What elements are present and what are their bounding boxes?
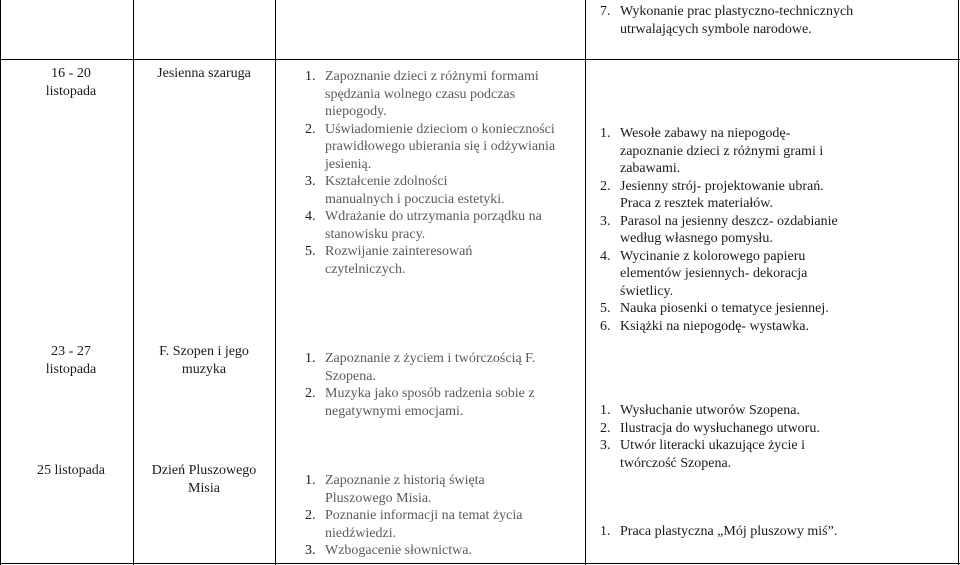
list-text: Wycinanie z kolorowego papieru elementów jesiennych- dekoracja świetlicy. [620, 248, 808, 299]
date-cell: 25 listopada [36, 463, 106, 478]
goals-list [305, 350, 567, 420]
column-divider-1 [133, 0, 134, 565]
list-number: 1. [600, 524, 611, 539]
list-item [305, 173, 565, 208]
list-item [600, 3, 860, 38]
list-text: Utwór literacki ukazujące życie i twórczość Szopena. [620, 438, 806, 471]
list-item [305, 507, 567, 542]
list-item [305, 121, 565, 174]
list-item [305, 385, 567, 420]
list-item [305, 542, 567, 560]
list-number: 1. [305, 351, 316, 366]
list-item [305, 208, 565, 243]
list-item [600, 213, 855, 248]
table-border-bottom [0, 563, 960, 564]
list-text: Praca plastyczna „Mój pluszowy miś”. [620, 524, 838, 539]
list-number: 2. [305, 386, 316, 401]
list-text: Zapoznanie z historią święta Pluszowego Misia. [325, 473, 485, 506]
list-number: 3. [305, 174, 316, 189]
topic-cell: Dzień Pluszowego Misia [151, 463, 257, 496]
list-text: Wykonanie prac plastyczno-technicznych utrwalających symbole narodowe. [620, 4, 854, 37]
list-item [305, 472, 567, 507]
list-text: Muzyka jako sposób radzenia sobie z negatywnymi emocjami. [325, 386, 535, 419]
list-number: 2. [600, 178, 611, 194]
list-number: 5. [600, 301, 611, 316]
list-item [600, 420, 855, 438]
list-text: Wzbogacenie słownictwa. [325, 543, 472, 558]
list-number: 7. [600, 4, 611, 19]
list-item [600, 125, 855, 178]
list-text: Ilustracja do wysłuchanego utworu. [620, 420, 820, 436]
list-item [305, 350, 567, 385]
list-text: Kształcenie zdolności manualnych i poczucia estetyki. [325, 174, 505, 207]
goals-list [305, 472, 567, 560]
list-item [600, 523, 840, 541]
activities-list [600, 402, 855, 472]
list-text: Parasol na jesienny deszcz- ozdabianie według własnego pomysłu. [620, 213, 838, 246]
list-number: 1. [600, 126, 611, 141]
list-text: Uświadomienie dzieciom o konieczności prawidłowego ubierania się i odżywiania jesienią. [325, 121, 556, 172]
list-text: Wdrażanie do utrzymania porządku na stanowisku pracy. [325, 209, 542, 242]
list-text: Nauka piosenki o tematyce jesiennej. [620, 301, 829, 316]
list-text: Jesienny strój- projektowanie ubrań. Praca z resztek materiałów. [620, 178, 824, 211]
activities-list [600, 523, 840, 541]
activities-list [600, 125, 855, 335]
list-number: 1. [305, 69, 316, 84]
list-text: Rozwijanie zainteresowań czytelniczych. [325, 244, 473, 277]
list-item [600, 318, 855, 336]
list-item [600, 248, 855, 301]
continued-activity-list [600, 3, 860, 38]
list-number: 4. [600, 248, 611, 264]
list-number: 6. [600, 318, 611, 334]
list-number: 5. [305, 244, 316, 259]
list-number: 2. [600, 420, 611, 436]
list-number: 4. [305, 209, 316, 224]
list-number: 1. [600, 403, 611, 418]
column-divider-3 [585, 0, 586, 565]
topic-cell: F. Szopen i jego muzyka [159, 344, 249, 377]
list-item [600, 300, 855, 318]
list-item [600, 402, 855, 420]
list-item [305, 68, 565, 121]
topic-cell: Jesienna szaruga [157, 66, 251, 81]
list-text: Książki na niepogodę- wystawka. [620, 318, 809, 334]
list-item [305, 243, 565, 278]
list-number: 3. [600, 438, 611, 453]
list-text: Poznanie informacji na temat życia niedźwiedzi. [325, 508, 523, 541]
list-number: 1. [305, 473, 316, 488]
list-text: Zapoznanie dzieci z różnymi formami spędzania wolnego czasu podczas niepogody. [325, 69, 539, 119]
list-item [600, 178, 855, 213]
list-number: 2. [305, 508, 316, 523]
column-divider-2 [275, 0, 276, 565]
table-border-top-row-bottom [0, 59, 960, 60]
list-text: Wesołe zabawy na niepogodę- zapoznanie dzieci z różnymi grami i zabawami. [620, 126, 824, 176]
date-cell: 16 - 20 listopada [45, 66, 97, 99]
table-border-left [0, 0, 1, 565]
date-cell: 23 - 27 listopada [45, 344, 97, 377]
list-item [600, 437, 855, 472]
table-border-right [958, 0, 959, 565]
goals-list [305, 68, 565, 278]
list-number: 3. [600, 213, 611, 229]
list-number: 3. [305, 543, 316, 558]
list-text: Wysłuchanie utworów Szopena. [620, 403, 800, 418]
list-number: 2. [305, 121, 316, 137]
list-text: Zapoznanie z życiem i twórczością F. Szopena. [325, 351, 536, 384]
